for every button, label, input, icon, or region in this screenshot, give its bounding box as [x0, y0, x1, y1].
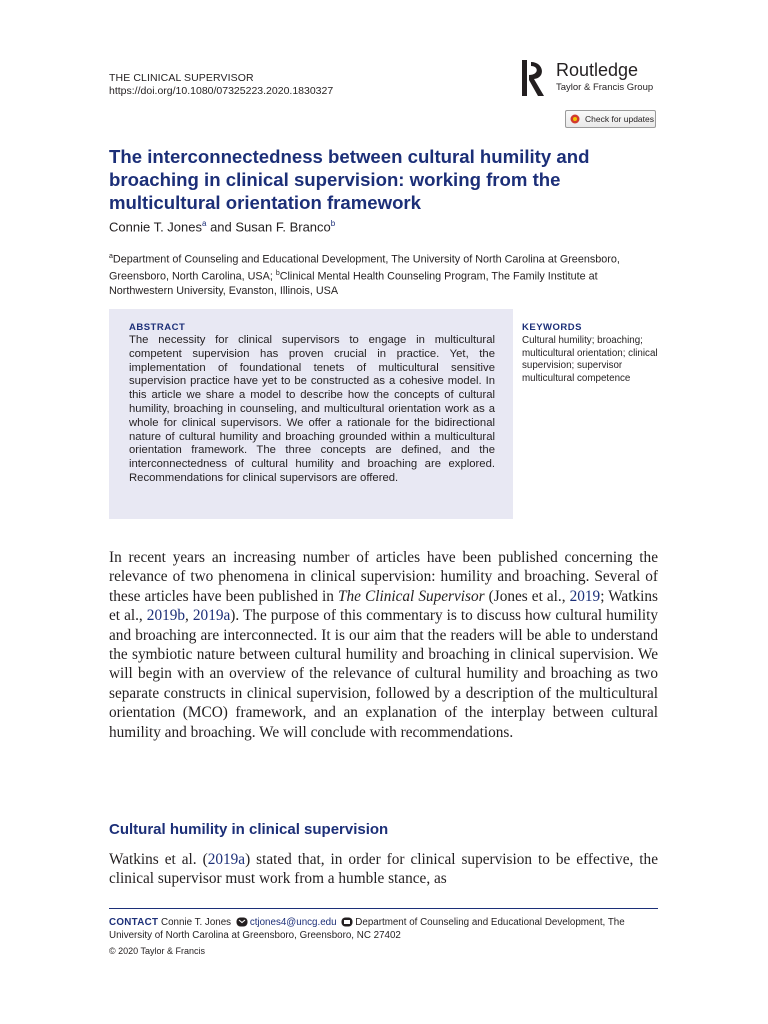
affil-marker: a: [109, 253, 113, 260]
email-icon: [236, 917, 248, 927]
keywords-list: Cultural humility; broaching; multicultural orientation; clinical supervision; supervisor multicultural competence: [522, 335, 658, 384]
citation-link[interactable]: 2019a: [192, 607, 231, 625]
author-name[interactable]: Connie T. Jones: [109, 219, 202, 235]
contact-label: CONTACT: [109, 917, 159, 928]
citation-link[interactable]: 2019: [569, 587, 601, 605]
citation-link[interactable]: 2019a: [207, 851, 246, 868]
footer-divider: [109, 908, 658, 909]
citation-link[interactable]: 2019b: [146, 607, 186, 625]
publisher-group: Taylor & Francis Group: [556, 82, 654, 93]
address-icon: [341, 917, 353, 927]
affiliation-b: Clinical Mental Health Counseling Program, The Family Institute at Northwestern University, Evanston, Illinois, USA: [109, 270, 598, 298]
contact-name: Connie T. Jones: [161, 917, 232, 928]
text-run: ; Watkins et al.,: [109, 587, 658, 625]
section-heading: Cultural humility in clinical supervision: [109, 821, 389, 838]
text-run: ). The purpose of this commentary is to discuss how cultural humility and broaching are interconnected. It is our aim that the readers will be able to understand the symbiotic nature between cultural humility and broaching in clinical supervision. We will begin with an overview of the relevance of cultural humility and broaching as two separate constructs in clinical supervision, followed by a description of the multicultural orientation (MCO) framework, and an explanation of the interplay between cultural humility and broaching. We will conclude with recommendations.: [109, 607, 658, 741]
author-affil-marker: b: [330, 219, 336, 228]
journal-italic: The Clinical Supervisor: [338, 587, 485, 605]
copyright: © 2020 Taylor & Francis: [109, 946, 206, 956]
abstract-text: The necessity for clinical supervisors to engage in multicultural competent supervision has proven crucial in practice. Yet, the implementation of foundational tenets of multicultural sensitive supervision practice have yet to be constructed as a cohesive model. In this article we share a model to describe how the concepts of cultural humility, broaching in counseling, and multicultural orientation work as a whole for clinical supervisors. We offer a rationale for the bidirectional nature of cultural humility and broaching grounded within a multicultural orientation framework. The three concepts are defined, and the interconnectedness of cultural humility and broaching are explored. Recommendations for clinical supervisors are offered.: [129, 334, 495, 484]
abstract-heading: ABSTRACT: [129, 322, 186, 333]
author-separator: and: [206, 219, 236, 235]
check-for-updates-button[interactable]: [565, 110, 656, 128]
contact-address: Department of Counseling and Educational Development, The University of North Carolina at Greensboro, Greensboro, NC 27402: [109, 917, 625, 941]
keywords-heading: KEYWORDS: [522, 322, 582, 333]
doi-link[interactable]: https://doi.org/10.1080/07325223.2020.1830327: [109, 85, 334, 97]
author-list: [109, 219, 335, 234]
author-affil-marker: a: [202, 219, 207, 228]
contact-info: [109, 916, 669, 942]
affiliation-a: Department of Counseling and Educational Development, The University of North Carolina at Greensboro, Greensboro, North Carolina, USA;: [109, 253, 620, 283]
text-run: ) stated that, in order for clinical supervision to be effective, the clinical supervisor must work from a humble stance, as: [109, 851, 658, 888]
author-name[interactable]: Susan F. Branco: [235, 219, 331, 235]
check-for-updates-label: Check for updates: [585, 114, 654, 124]
text-run: In recent years an increasing number of articles have been published concerning the relevance of two phenomena in clinical supervision: humility and broaching. Several of these articles have been published in: [109, 549, 658, 605]
routledge-r-icon: [522, 58, 548, 98]
crossmark-icon: [570, 114, 580, 124]
text-run: ,: [185, 607, 193, 625]
text-run: (Jones et al.,: [484, 587, 570, 605]
article-title: The interconnectedness between cultural humility and broaching in clinical supervision: working from the multicultural orientation framework: [109, 146, 590, 213]
affiliations: [109, 250, 649, 299]
contact-email-link[interactable]: ctjones4@uncg.edu: [249, 917, 337, 928]
journal-name: THE CLINICAL SUPERVISOR: [109, 72, 254, 84]
routledge-logo: [522, 58, 662, 98]
intro-paragraph: [109, 548, 658, 742]
publisher-name: Routledge: [556, 60, 639, 80]
affil-marker: b: [275, 270, 280, 278]
section-paragraph: [109, 850, 658, 889]
text-run: Watkins et al. (: [109, 851, 208, 868]
